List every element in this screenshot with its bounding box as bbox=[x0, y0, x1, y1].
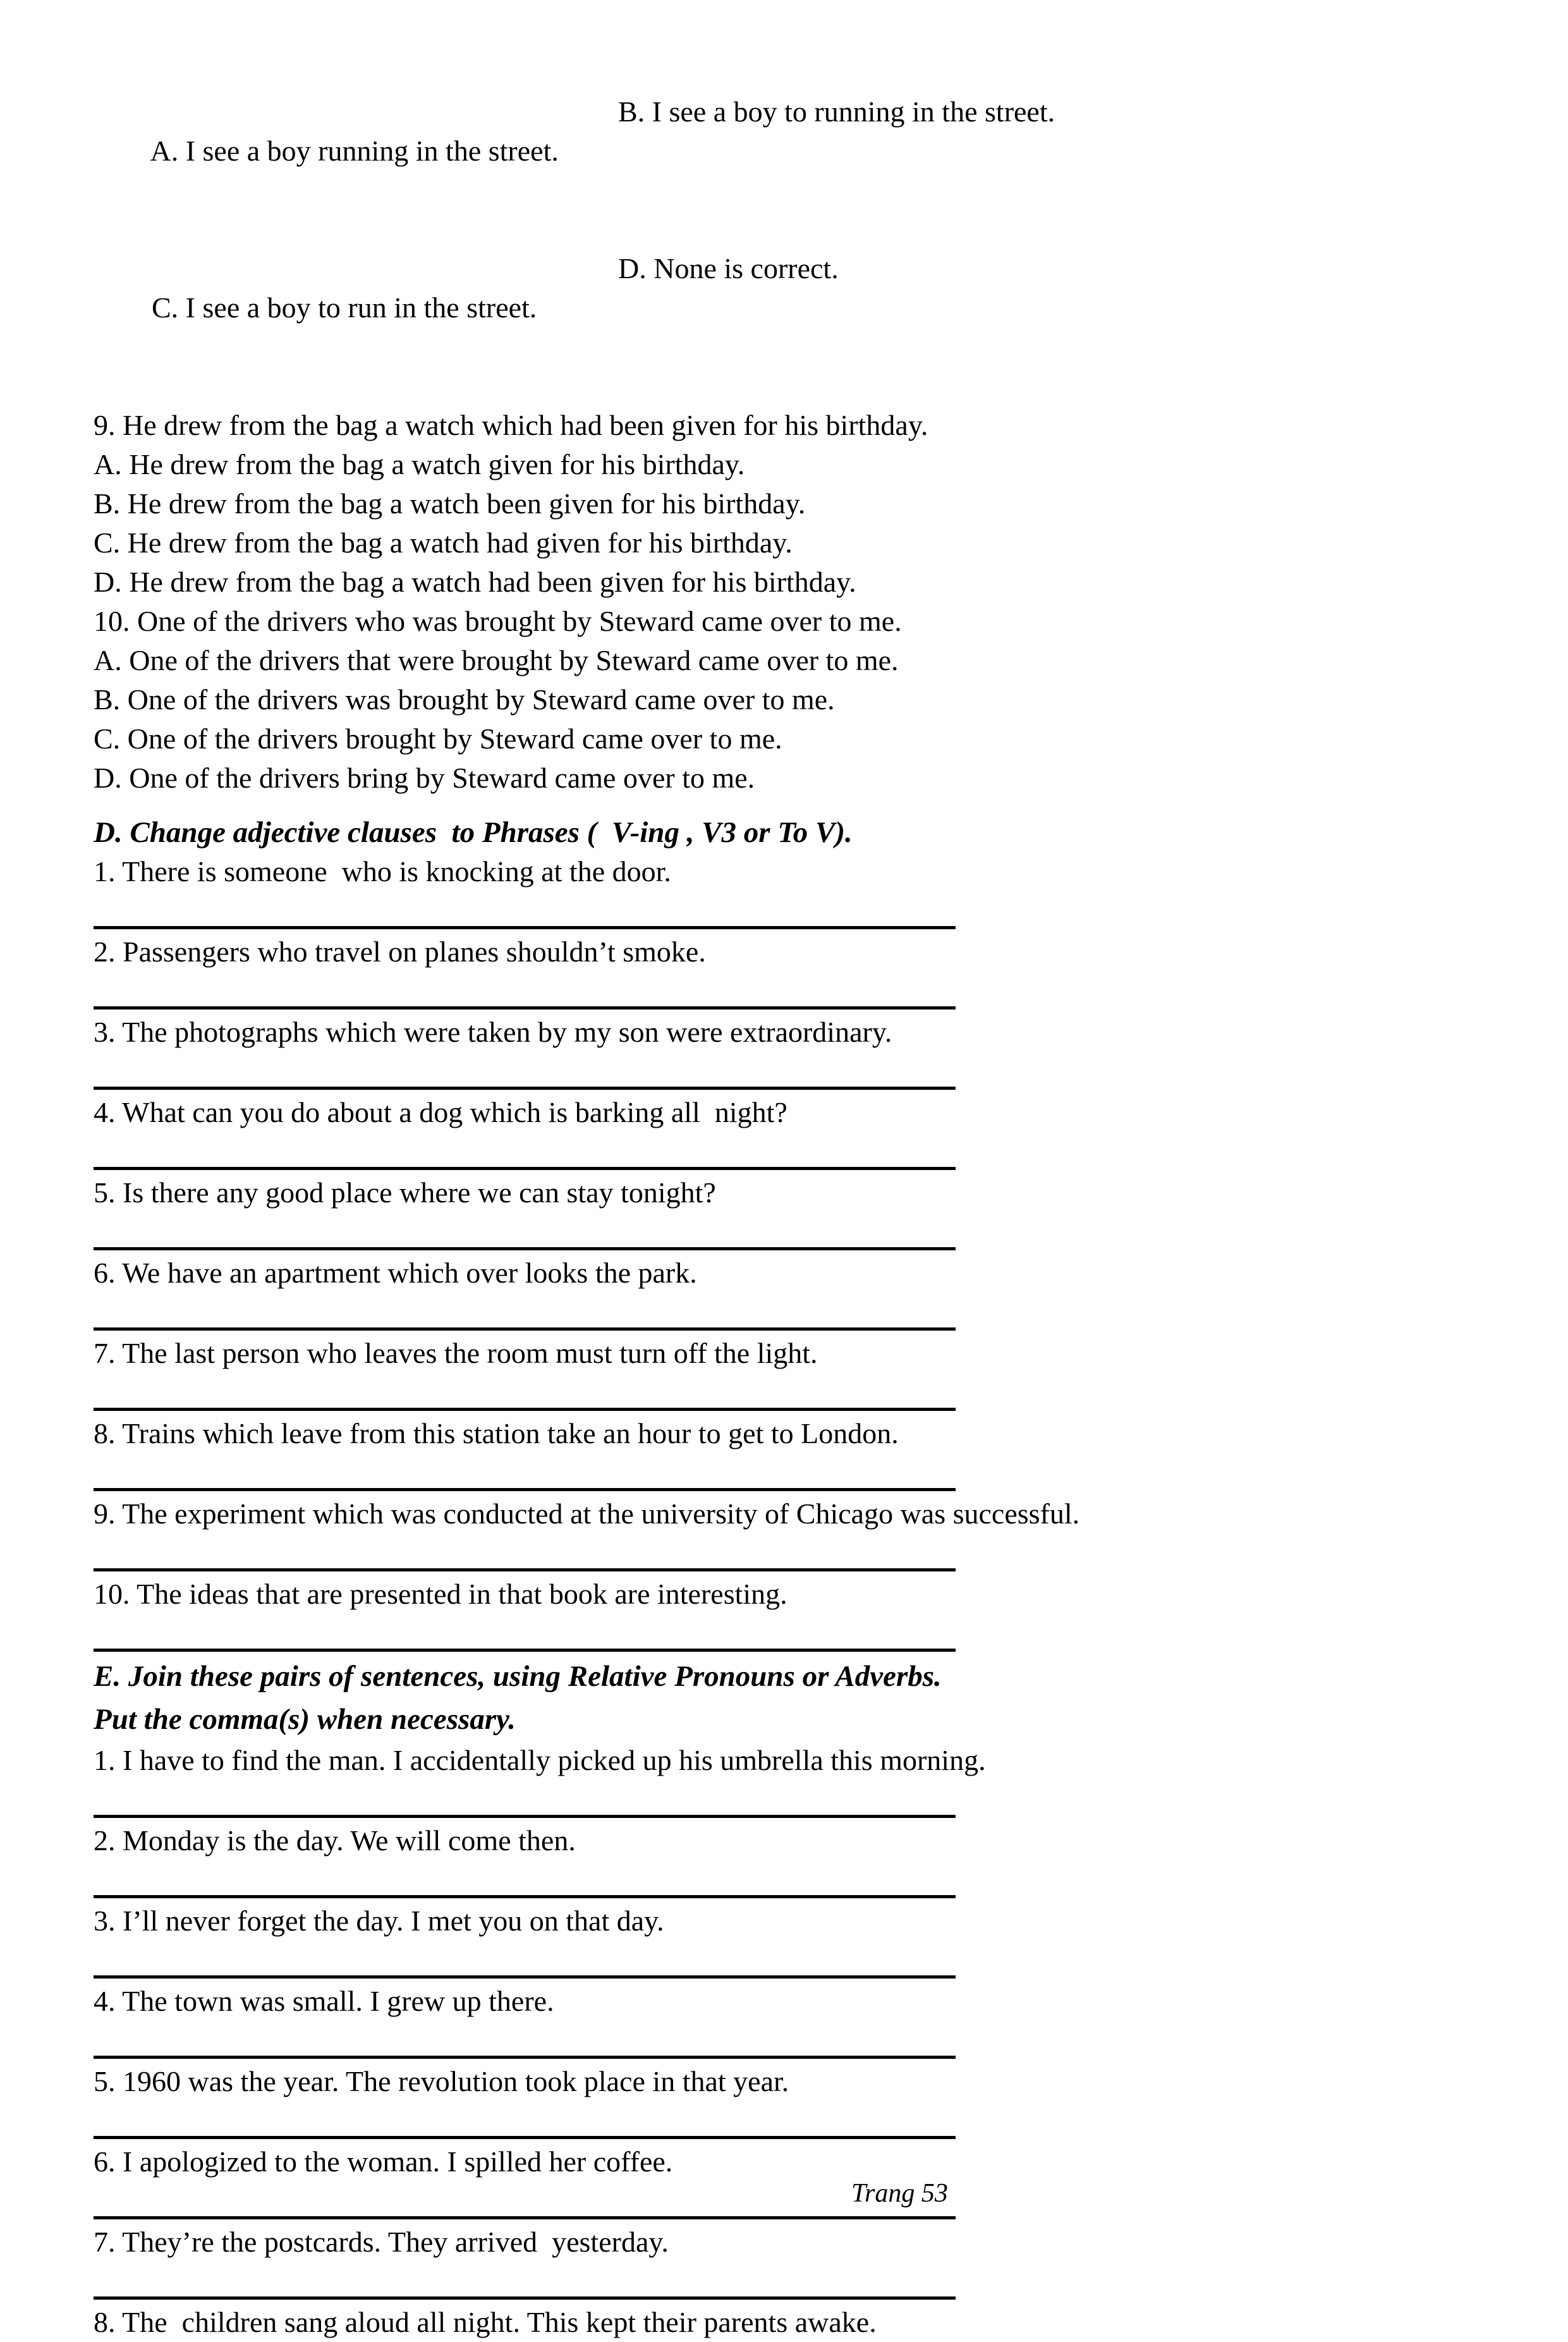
exercise-item bbox=[94, 1253, 1503, 1331]
exercise-sentence: 1. There is someone who is knocking at the door. bbox=[94, 855, 671, 887]
exercise-item bbox=[94, 1494, 1503, 1571]
section-d-heading: D. Change adjective clauses to Phrases ( V-ing , V3 or To V). bbox=[94, 816, 853, 849]
exercise-item bbox=[94, 932, 1503, 1009]
answer-line bbox=[94, 1408, 956, 1411]
exercise-item bbox=[94, 1821, 1503, 1898]
answer-line bbox=[94, 926, 956, 929]
exercise-item bbox=[94, 2062, 1503, 2139]
exercise-item bbox=[94, 2142, 1503, 2219]
mcq-line: C. One of the drivers brought by Steward came over to me. bbox=[94, 723, 782, 755]
section-e bbox=[94, 1655, 1503, 2342]
answer-line bbox=[94, 1488, 956, 1491]
answer-line bbox=[94, 1649, 956, 1652]
exercise-sentence: 8. Trains which leave from this station take an hour to get to London. bbox=[94, 1417, 899, 1449]
exercise-item bbox=[94, 2303, 1503, 2342]
mcq-line: C. He drew from the bag a watch had given for his birthday. bbox=[94, 527, 793, 559]
section-e-heading: E. Join these pairs of sentences, using Relative Pronouns or Adverbs. bbox=[94, 1660, 942, 1693]
mcq-line: A. He drew from the bag a watch given for his birthday. bbox=[94, 448, 745, 480]
section-e-subheading: Put the comma(s) when necessary. bbox=[94, 1703, 516, 1736]
answer-line bbox=[94, 2216, 956, 2219]
mcq-row bbox=[94, 92, 1503, 249]
exercise-item bbox=[94, 1982, 1503, 2059]
exercise-item bbox=[94, 1575, 1503, 1652]
page-content bbox=[94, 92, 1503, 2342]
exercise-sentence: 4. What can you do about a dog which is barking all night? bbox=[94, 1096, 787, 1128]
exercise-item bbox=[94, 1901, 1503, 1979]
answer-line bbox=[94, 2056, 956, 2059]
answer-line bbox=[94, 1247, 956, 1250]
exercise-sentence: 6. I apologized to the woman. I spilled her coffee. bbox=[94, 2145, 673, 2178]
exercise-sentence: 2. Passengers who travel on planes shouldn’t smoke. bbox=[94, 936, 706, 968]
exercise-sentence: 5. 1960 was the year. The revolution took place in that year. bbox=[94, 2065, 789, 2097]
answer-line bbox=[94, 2136, 956, 2139]
exercise-item bbox=[94, 1173, 1503, 1250]
exercise-item bbox=[94, 1093, 1503, 1170]
mcq-section bbox=[94, 92, 1503, 798]
mcq-line: 9. He drew from the bag a watch which had been given for his birthday. bbox=[94, 409, 928, 441]
mcq-option: D. None is correct. bbox=[618, 252, 839, 284]
mcq-row bbox=[94, 249, 1503, 406]
answer-line bbox=[94, 1167, 956, 1170]
mcq-line: A. One of the drivers that were brought by Steward came over to me. bbox=[94, 644, 899, 676]
exercise-sentence: 7. The last person who leaves the room must turn off the light. bbox=[94, 1337, 818, 1369]
exercise-sentence: 6. We have an apartment which over looks the park. bbox=[94, 1257, 697, 1289]
mcq-line: D. He drew from the bag a watch had been given for his birthday. bbox=[94, 566, 856, 598]
answer-line bbox=[94, 1327, 956, 1331]
exercise-sentence: 4. The town was small. I grew up there. bbox=[94, 1985, 554, 2017]
exercise-item bbox=[94, 1414, 1503, 1491]
page-number: Trang 53 bbox=[851, 2179, 948, 2208]
exercise-item bbox=[94, 2223, 1503, 2300]
exercise-item bbox=[94, 1741, 1503, 1818]
exercise-sentence: 9. The experiment which was conducted at the university of Chicago was successful. bbox=[94, 1497, 1080, 1530]
answer-line bbox=[94, 1568, 956, 1571]
section-d bbox=[94, 813, 1503, 1652]
mcq-line: B. One of the drivers was brought by Steward came over to me. bbox=[94, 683, 835, 716]
answer-line bbox=[94, 1975, 956, 1979]
exercise-sentence: 5. Is there any good place where we can stay tonight? bbox=[94, 1176, 716, 1209]
exercise-sentence: 10. The ideas that are presented in that book are interesting. bbox=[94, 1578, 787, 1610]
exercise-sentence: 8. The children sang aloud all night. This kept their parents awake. bbox=[94, 2306, 877, 2338]
mcq-option: A. I see a boy running in the street. bbox=[150, 135, 559, 167]
mcq-line: 10. One of the drivers who was brought by Steward came over to me. bbox=[94, 605, 902, 637]
exercise-sentence: 3. I’ll never forget the day. I met you on that day. bbox=[94, 1905, 664, 1937]
answer-line bbox=[94, 1006, 956, 1009]
answer-line bbox=[94, 1087, 956, 1090]
mcq-line: D. One of the drivers bring by Steward came over to me. bbox=[94, 762, 755, 794]
answer-line bbox=[94, 2296, 956, 2300]
exercise-item bbox=[94, 1334, 1503, 1411]
exercise-sentence: 3. The photographs which were taken by my son were extraordinary. bbox=[94, 1016, 892, 1048]
answer-line bbox=[94, 1815, 956, 1818]
mcq-option: B. I see a boy to running in the street. bbox=[618, 95, 1055, 128]
mcq-option: C. I see a boy to run in the street. bbox=[152, 291, 537, 324]
mcq-line: B. He drew from the bag a watch been given for his birthday. bbox=[94, 487, 806, 520]
exercise-sentence: 2. Monday is the day. We will come then. bbox=[94, 1824, 576, 1857]
exercise-sentence: 1. I have to find the man. I accidentally picked up his umbrella this morning. bbox=[94, 1744, 986, 1776]
exercise-item bbox=[94, 1013, 1503, 1090]
answer-line bbox=[94, 1895, 956, 1898]
exercise-item bbox=[94, 852, 1503, 929]
exercise-sentence: 7. They’re the postcards. They arrived yesterday. bbox=[94, 2226, 669, 2258]
